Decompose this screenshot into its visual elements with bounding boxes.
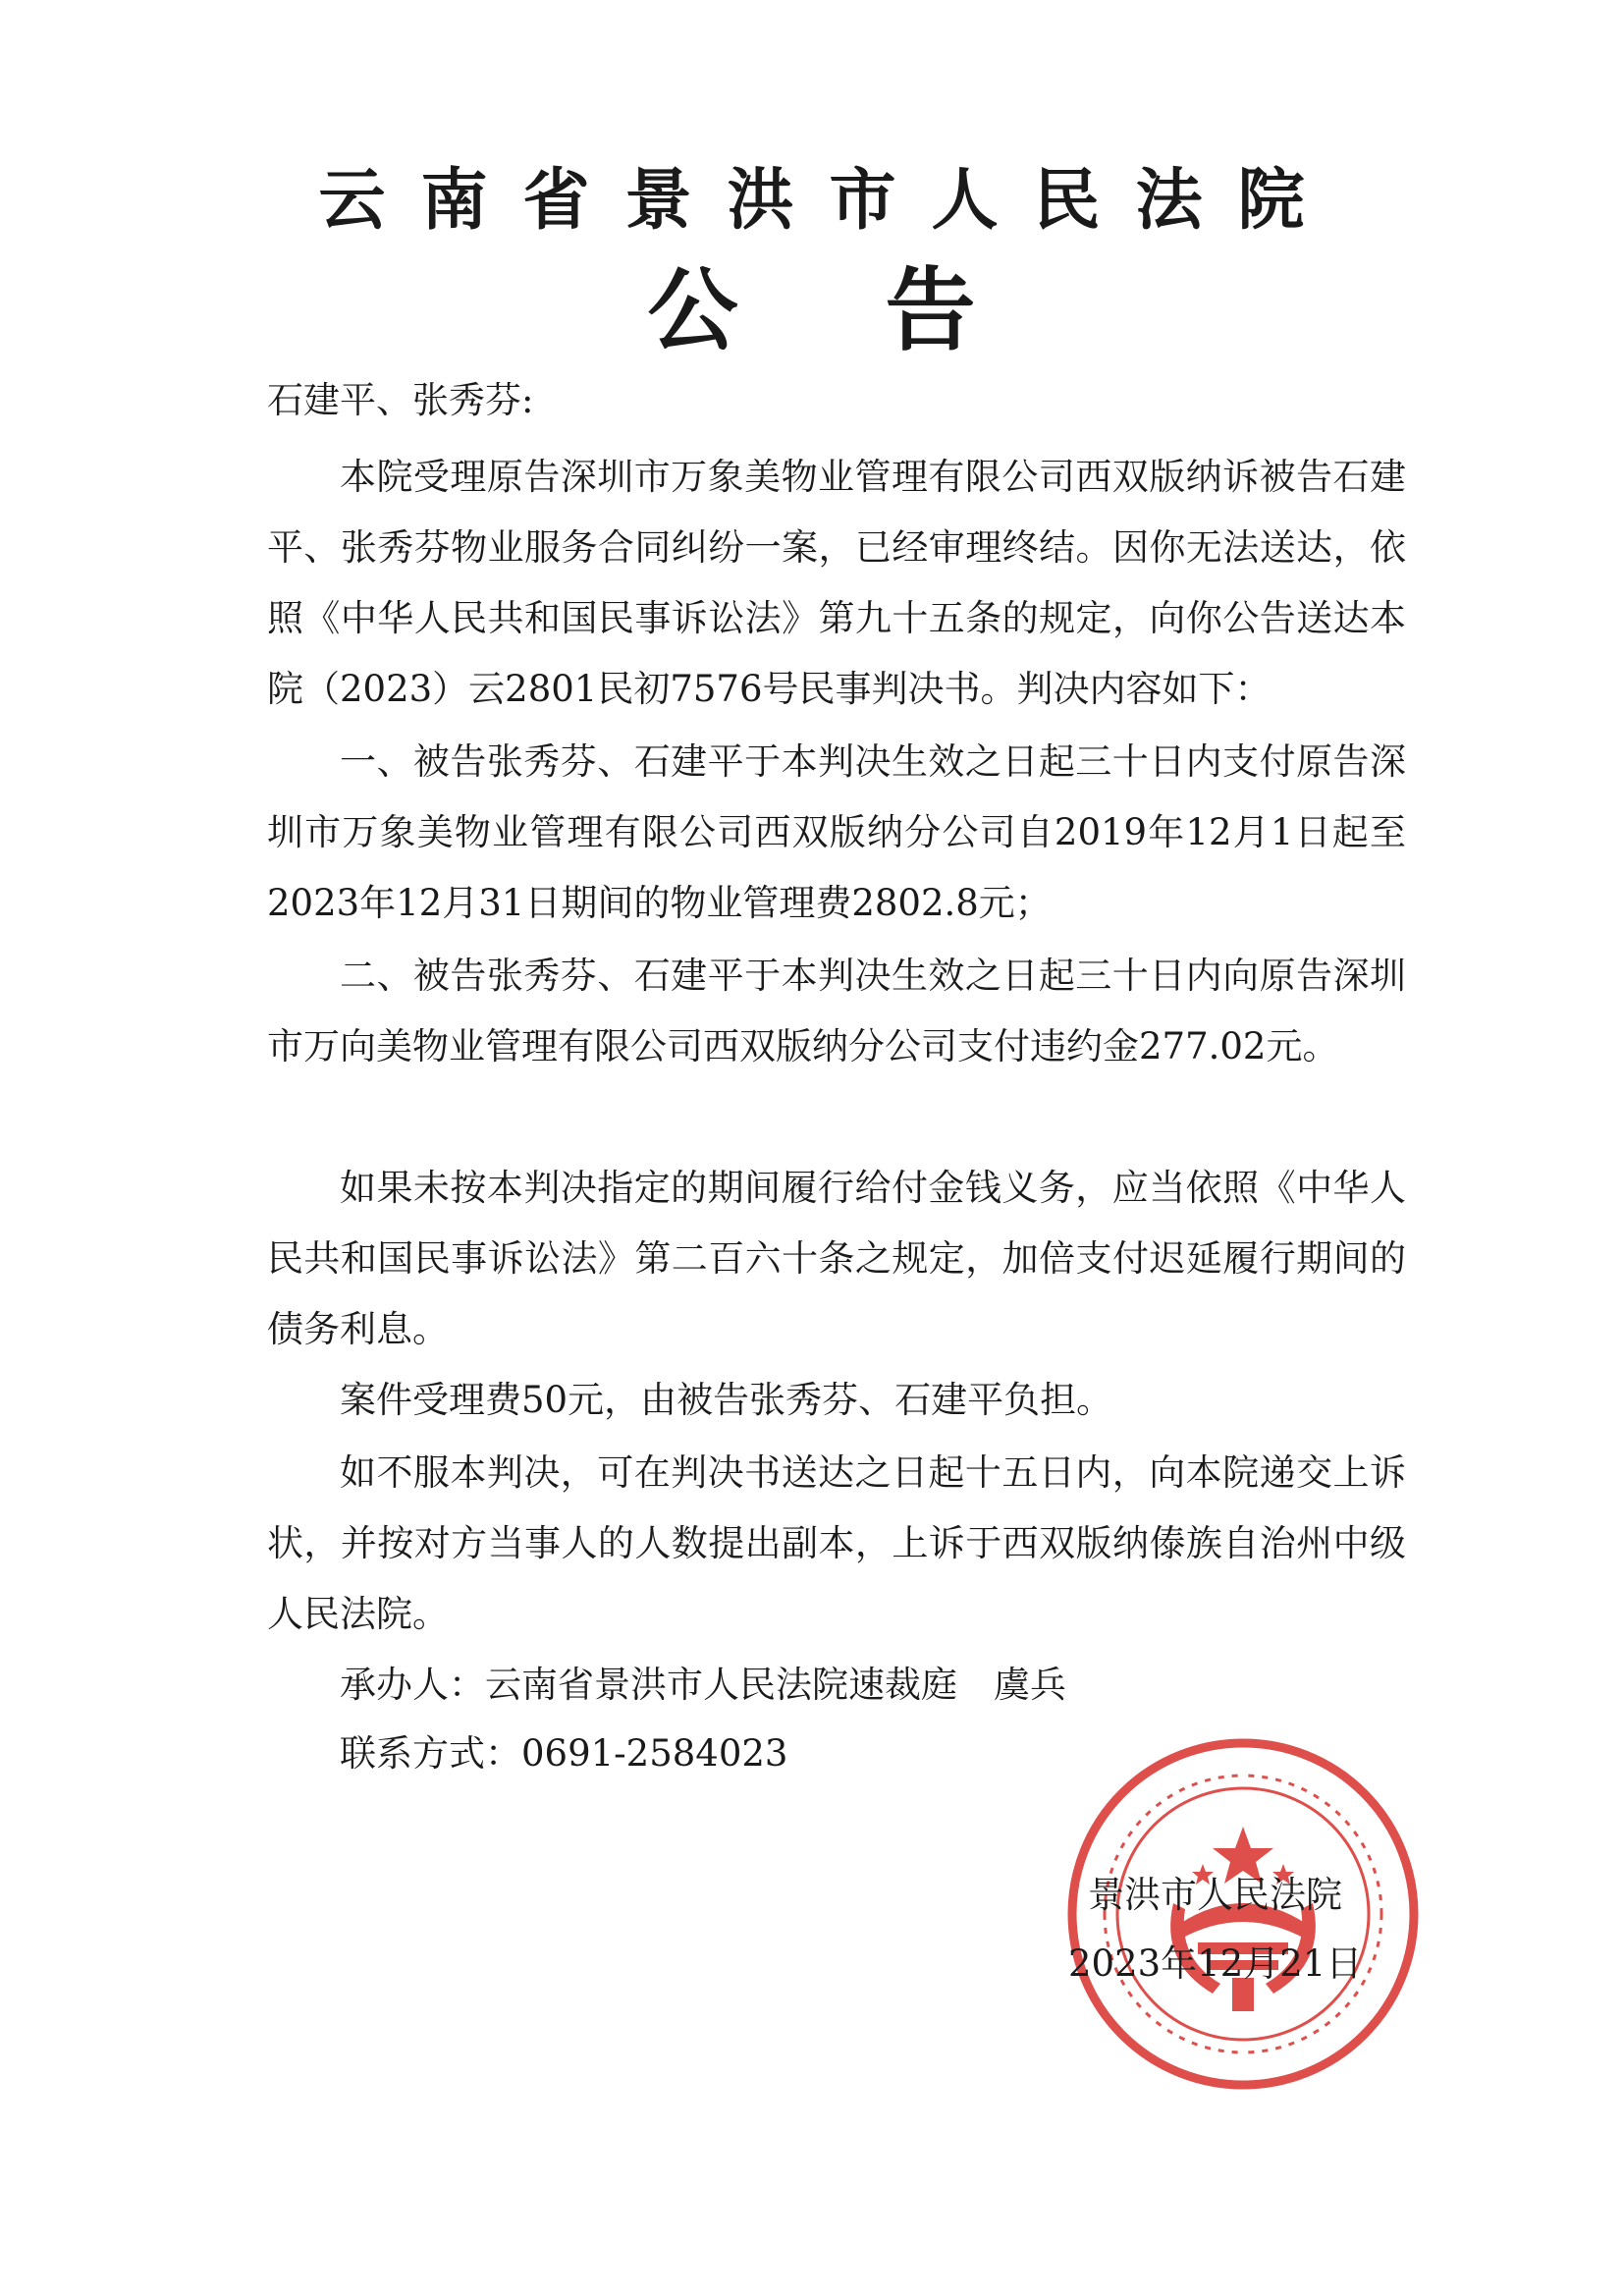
paragraph-court-fee: 案件受理费50元，由被告张秀芬、石建平负担。	[340, 1379, 1113, 1421]
paragraph-appeal: 如不服本判决，可在判决书送达之日起十五日内，向本院递交上诉状，并按对方当事人的人数提出副本，上诉于西双版纳傣族自治州中级人民法院。	[267, 1451, 1406, 1635]
court-name-heading: 云南省景洪市人民法院	[318, 162, 1340, 240]
signature-court-name: 景洪市人民法院	[1088, 1874, 1342, 1916]
paragraph-judgment-item-1: 一、被告张秀芬、石建平于本判决生效之日起三十日内支付原告深圳市万象美物业管理有限公司西双版纳分公司自2019年12月1日起至2023年12月31日期间的物业管理费2802.8元；	[267, 740, 1406, 924]
paragraph-case-intro: 本院受理原告深圳市万象美物业管理有限公司西双版纳诉被告石建平、张秀芬物业服务合同纠纷一案，已经审理终结。因你无法送达，依照《中华人民共和国民事诉讼法》第九十五条的规定，向你公告送达本院（2023）云2801民初7576号民事判决书。判决内容如下：	[267, 456, 1406, 710]
case-handler: 承办人：云南省景洪市人民法院速裁庭 虞兵	[340, 1664, 1066, 1706]
signature-date: 2023年12月21日	[1068, 1942, 1363, 1985]
contact-info: 联系方式：0691-2584023	[340, 1732, 788, 1775]
addressee: 石建平、张秀芬:	[267, 379, 534, 421]
paragraph-late-interest: 如果未按本判决指定的期间履行给付金钱义务，应当依照《中华人民共和国民事诉讼法》第二百六十条之规定，加倍支付迟延履行期间的债务利息。	[267, 1167, 1406, 1350]
notice-title: 公告	[647, 258, 1123, 363]
paragraph-judgment-item-2: 二、被告张秀芬、石建平于本判决生效之日起三十日内向原告深圳市万向美物业管理有限公司西双版纳分公司支付违约金277.02元。	[267, 955, 1406, 1067]
